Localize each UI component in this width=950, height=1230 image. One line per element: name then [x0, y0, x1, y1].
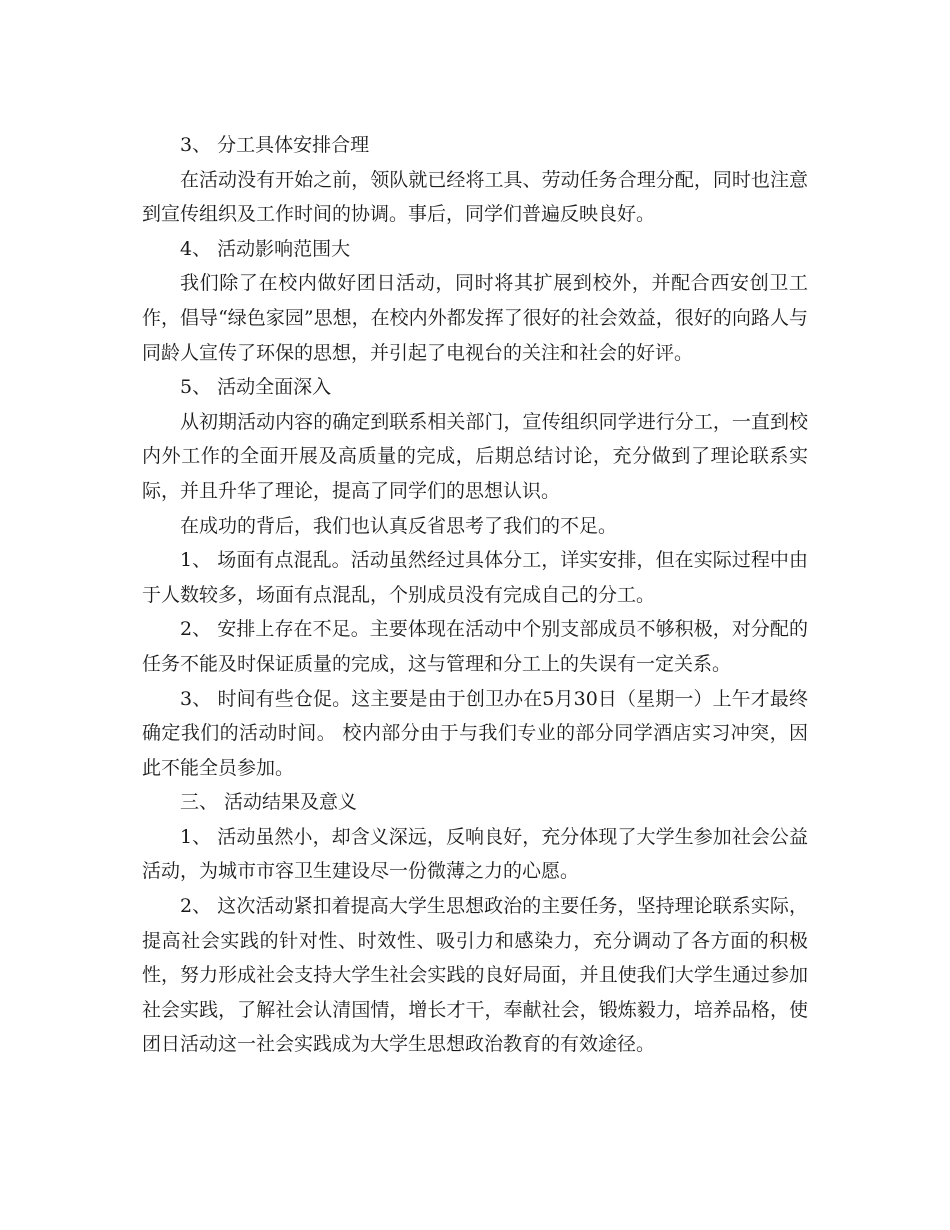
document-body [142, 128, 808, 1062]
shortcoming-item-2: 2、 安排上存在不足。主要体现在活动中个别支部成员不够积极，对分配的任务不能及时保证质量的完成，这与管理和分工上的失误有一定关系。 [142, 618, 808, 675]
section-heading-results: 三、 活动结果及意义 [180, 791, 358, 814]
shortcoming-item-1: 1、 场面有点混乱。活动虽然经过具体分工，详实安排，但在实际过程中由于人数较多，场面有点混乱，个别成员没有完成自己的分工。 [142, 549, 808, 606]
paragraph: 我们除了在校内做好团日活动，同时将其扩展到校外，并配合西安创卫工作，倡导“绿色家园”思想，在校内外都发挥了很好的社会效益，很好的向路人与同龄人宣传了环保的思想，并引起了电视台的关注和社会的好评。 [142, 272, 808, 364]
paragraph: 在成功的背后，我们也认真反省思考了我们的不足。 [180, 514, 618, 537]
heading-item-5: 5、 活动全面深入 [180, 376, 332, 399]
paragraph: 从初期活动内容的确定到联系相关部门，宣传组织同学进行分工，一直到校内外工作的全面开展及高质量的完成，后期总结讨论，充分做到了理论联系实际，并且升华了理论，提高了同学们的思想认识。 [142, 410, 808, 502]
shortcoming-item-3: 3、 时间有些仓促。这主要是由于创卫办在5月30日（星期一）上午才最终确定我们的活动时间。 校内部分由于与我们专业的部分同学酒店实习冲突，因此不能全员参加。 [142, 687, 808, 779]
heading-item-4: 4、 活动影响范围大 [180, 237, 351, 260]
result-item-1: 1、 活动虽然小，却含义深远，反响良好，充分体现了大学生参加社会公益活动，为城市市容卫生建设尽一份微薄之力的心愿。 [142, 825, 808, 883]
paragraph: 在活动没有开始之前，领队就已经将工具、劳动任务合理分配，同时也注意到宣传组织及工作时间的协调。事后，同学们普遍反映良好。 [142, 168, 808, 226]
heading-item-3: 3、 分工具体安排合理 [180, 134, 370, 156]
result-item-2: 2、 这次活动紧扣着提高大学生思想政治的主要任务，坚持理论联系实际，提高社会实践的针对性、时效性、吸引力和感染力，充分调动了各方面的积极性，努力形成社会支持大学生社会实践的良好局面，并且使我们大学生通过参加社会实践，了解社会认清国情，增长才干，奉献社会，锻炼毅力，培养品格，使团日活动这一社会实践成为大学生思想政治教育的有效途径。 [142, 895, 808, 1056]
